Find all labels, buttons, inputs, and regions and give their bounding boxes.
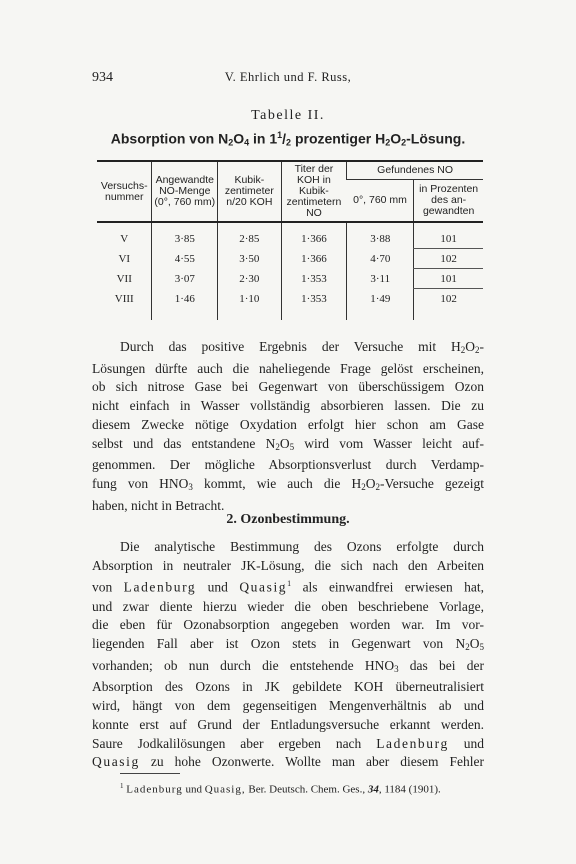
paragraph-h2o2-results: Durch das positive Ergebnis der Versuche mit $H_2O_2-$ Lösungen dürfte auch die naheliegende Frage gelöst erscheinen, ob sich nitrose Gase bei Gegenwart von überschüssigem Ozon nicht einfach in Wasser vollständig absorbieren lassen. Die zu diesem Zwecke nötige Oxydation erfolgt hier schon am Gase selbst und das entstandene $N_2O_5$ wird vom Wasser leicht auf- genommen. Der mögliche Absorptionsverlust durch Verdamp- fung von $HNO_3$ kommt, wie auch die $H_2O_2$-Versuche gezeigt haben, nicht in Betracht. <box>92 339 485 513</box>
table-row <box>97 289 483 321</box>
cell-nr: VII <box>116 273 132 285</box>
header-angewandte-no: Angewandte NO-Menge (0°, 760 mm) <box>152 161 218 222</box>
footnote: $^1$ Ladenburg und Quasig, Ber. Deutsch. Chem. Ges., 34, 1184 (1901). <box>120 782 441 796</box>
running-title: V. Ehrlich und F. Russ, <box>224 70 352 84</box>
cell-gef: 3·88 <box>347 222 414 249</box>
cell-titer: 1·366 <box>281 222 347 249</box>
page-header <box>92 70 484 90</box>
header-gefundenes-no: Gefundenes NO <box>347 161 483 179</box>
cell-no: 3·07 <box>152 269 218 289</box>
cell-nr: V <box>120 233 129 246</box>
cell-no: 1·46 <box>152 289 218 321</box>
cell-gef: 3·11 <box>347 269 414 289</box>
footnote-ref: 1 <box>287 579 292 589</box>
cell-titer: 1·366 <box>281 249 347 269</box>
cell-no: 4·55 <box>152 249 218 269</box>
table-caption: Absorption von $N_2O_4$ in $1^1/_2$ prozentiger $H_2O_2$-Lösung. <box>110 130 466 148</box>
cell-no: 3·85 <box>152 222 218 249</box>
cell-pct: 102 <box>414 249 483 269</box>
cell-nr: VIII <box>114 292 134 305</box>
footnote-divider <box>120 773 180 774</box>
author-ladenburg: Ladenburg <box>123 579 197 595</box>
table-row <box>97 269 483 289</box>
header-kubikzentimeter-koh: Kubik- zentimeter n/20 KOH <box>218 161 282 222</box>
cell-pct: 101 <box>414 222 483 249</box>
cell-titer: 1·353 <box>281 269 347 289</box>
cell-koh: 2·85 <box>218 222 282 249</box>
table-row <box>97 222 483 249</box>
cell-gef: 1·49 <box>347 289 414 321</box>
table-label: Tabelle II. <box>251 108 325 123</box>
cell-koh: 3·50 <box>218 249 282 269</box>
cell-titer: 1·353 <box>281 289 347 321</box>
author-quasig: Quasig <box>239 579 288 595</box>
header-gefunden-volumen: 0°, 760 mm <box>347 179 414 222</box>
page-number: 934 <box>92 70 113 85</box>
header-titer-koh: Titer der KOH in Kubik- zentimetern NO <box>281 161 347 222</box>
header-versuchsnummer: Versuchs-nummer <box>97 161 152 222</box>
cell-pct: 101 <box>414 269 483 289</box>
data-table <box>97 160 483 320</box>
table-row <box>97 249 483 269</box>
paragraph-ozonbestimmung: Die analytische Bestimmung des Ozons erfolgte durch Absorption in neutraler JK-Lösung, die sich nach den Arbeiten von Ladenburg und Quasig$^1$ als einwandfrei erwiesen hat, und zwar diente hierzu wieder die oben beschriebene Vorlage, die eben für Ozonabsorption angegeben worden war. Im vor- liegenden Fall aber ist Ozon stets in Gegenwart von $N_2O_5$ vorhanden; ob nun durch die entstehende $HNO_3$ das bei der Absorption des Ozons in JK gebildete KOH überneutralisiert wird, hängt von dem gegenseitigen Mengenverhältnis ab und konnte erst auf Grund der Entladungsversuche erkannt werden. Saure Jodkalilösungen aber ergeben nach Ladenburg und Quasig zu hohe Ozonwerte. Wollte man aber diesem Fehler <box>92 539 485 770</box>
cell-gef: 4·70 <box>347 249 414 269</box>
cell-koh: 1·10 <box>218 289 282 321</box>
cell-pct: 102 <box>414 289 483 321</box>
cell-koh: 2·30 <box>218 269 282 289</box>
header-gefunden-prozent: in Prozenten des an- gewandten <box>414 179 483 222</box>
section-heading: 2. Ozonbestimmung. <box>226 512 350 527</box>
cell-nr: VI <box>118 253 131 265</box>
